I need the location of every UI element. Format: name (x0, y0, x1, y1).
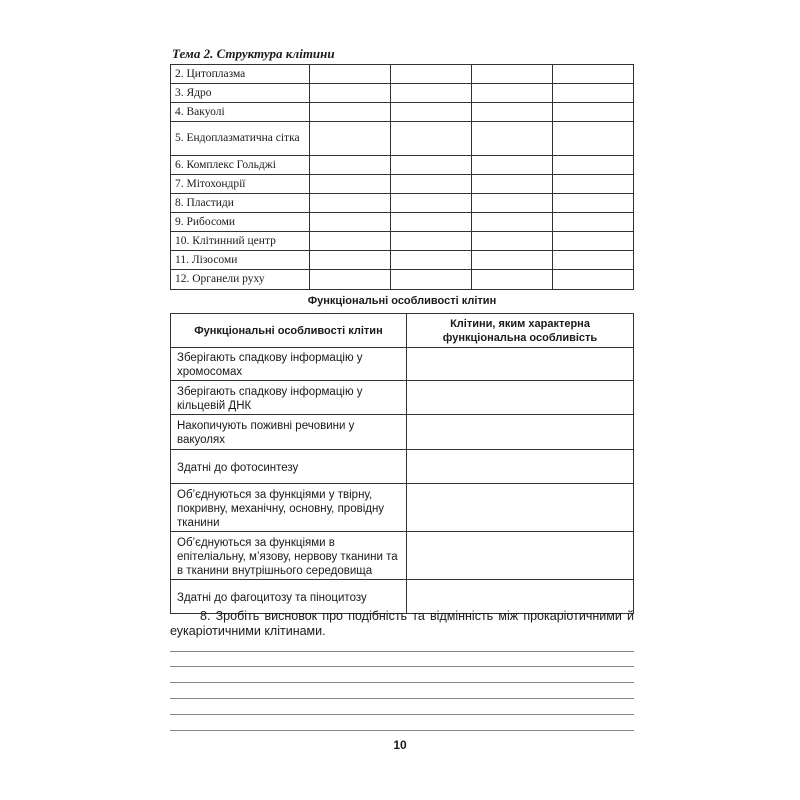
feature-label: Об’єднуються за функціями у твірну, покривну, механічну, основну, провідну тканини (171, 484, 407, 532)
functional-features-table (170, 313, 634, 614)
answer-cell[interactable] (390, 270, 471, 290)
answer-cell[interactable] (471, 156, 552, 175)
answer-cell[interactable] (471, 103, 552, 122)
table-row (171, 84, 634, 103)
answer-cell[interactable] (552, 251, 633, 270)
answer-cell[interactable] (407, 484, 634, 532)
answer-cell[interactable] (552, 232, 633, 251)
answer-line[interactable] (170, 730, 634, 731)
answer-cell[interactable] (471, 65, 552, 84)
table-row (171, 156, 634, 175)
table-row (171, 251, 634, 270)
answer-cell[interactable] (309, 270, 390, 290)
answer-cell[interactable] (309, 213, 390, 232)
answer-cell[interactable] (309, 103, 390, 122)
feature-label: Зберігають спадкову інформацію у кільцевій ДНК (171, 381, 407, 415)
answer-line[interactable] (170, 714, 634, 715)
table-row (171, 381, 634, 415)
page-number: 10 (393, 738, 407, 752)
answer-cell[interactable] (552, 175, 633, 194)
table-row (171, 194, 634, 213)
task-8-text (170, 609, 634, 639)
answer-cell[interactable] (309, 65, 390, 84)
feature-label: Накопичують поживні речовини у вакуолях (171, 415, 407, 450)
answer-cell[interactable] (407, 415, 634, 450)
table-row (171, 348, 634, 381)
answer-cell[interactable] (390, 65, 471, 84)
answer-cell[interactable] (552, 270, 633, 290)
answer-cell[interactable] (309, 194, 390, 213)
organelle-label: 4. Вакуолі (171, 103, 310, 122)
table-row (171, 484, 634, 532)
answer-cell[interactable] (390, 84, 471, 103)
organelle-label: 9. Рибосоми (171, 213, 310, 232)
answer-cell[interactable] (390, 213, 471, 232)
answer-line[interactable] (170, 666, 634, 667)
answer-cell[interactable] (552, 194, 633, 213)
table-row (171, 122, 634, 156)
answer-cell[interactable] (309, 84, 390, 103)
organelle-label: 2. Цитоплазма (171, 65, 310, 84)
answer-cell[interactable] (390, 175, 471, 194)
organelle-label: 7. Мітохондрії (171, 175, 310, 194)
table-row (171, 270, 634, 290)
answer-cell[interactable] (390, 156, 471, 175)
answer-cell[interactable] (309, 175, 390, 194)
table-row (171, 232, 634, 251)
table-row (171, 213, 634, 232)
table-header-row (171, 314, 634, 348)
answer-cell[interactable] (471, 175, 552, 194)
answer-cell[interactable] (552, 122, 633, 156)
page-header-title: Тема 2. Структура клітини (172, 46, 634, 65)
functional-features-title: Функціональні особливості клітин (307, 295, 497, 307)
organelles-table (170, 64, 634, 290)
answer-line[interactable] (170, 682, 634, 683)
table-row (171, 450, 634, 484)
organelle-label: 5. Ендоплазматична сітка (171, 122, 310, 156)
feature-label: Здатні до фотосинтезу (171, 450, 407, 484)
answer-cell[interactable] (471, 84, 552, 103)
feature-label: Зберігають спадкову інформацію у хромосомах (171, 348, 407, 381)
feature-label: Об’єднуються за функціями в епітеліальну, м’язову, нервову тканини та в тканини внутрішнього середовища (171, 532, 407, 580)
answer-cell[interactable] (471, 251, 552, 270)
task-text: 8. Зробіть висновок про подібність та відмінність між прокаріотичними й еукаріотичними клітинами. (170, 609, 634, 638)
organelle-label: 12. Органели руху (171, 270, 310, 290)
feature-label: Здатні до фагоцитозу та піноцитозу (171, 580, 407, 614)
organelle-label: 6. Комплекс Гольджі (171, 156, 310, 175)
answer-cell[interactable] (471, 270, 552, 290)
answer-cell[interactable] (471, 122, 552, 156)
table-row (171, 175, 634, 194)
organelle-label: 10. Клітинний центр (171, 232, 310, 251)
answer-cell[interactable] (407, 381, 634, 415)
answer-cell[interactable] (309, 156, 390, 175)
answer-cell[interactable] (407, 532, 634, 580)
table-row (171, 532, 634, 580)
answer-cell[interactable] (407, 348, 634, 381)
organelle-label: 8. Пластиди (171, 194, 310, 213)
answer-line[interactable] (170, 651, 634, 652)
answer-cell[interactable] (471, 213, 552, 232)
answer-cell[interactable] (552, 103, 633, 122)
answer-cell[interactable] (309, 122, 390, 156)
answer-cell[interactable] (390, 103, 471, 122)
answer-cell[interactable] (471, 194, 552, 213)
column-header-features: Функціональні особливості клітин (171, 314, 407, 348)
table-row (171, 65, 634, 84)
answer-cell[interactable] (552, 65, 633, 84)
answer-cell[interactable] (309, 251, 390, 270)
answer-cell[interactable] (390, 232, 471, 251)
answer-cell[interactable] (552, 84, 633, 103)
answer-cell[interactable] (552, 213, 633, 232)
organelle-label: 3. Ядро (171, 84, 310, 103)
answer-cell[interactable] (471, 232, 552, 251)
answer-cell[interactable] (390, 251, 471, 270)
answer-cell[interactable] (390, 122, 471, 156)
organelle-label: 11. Лізосоми (171, 251, 310, 270)
answer-cell[interactable] (407, 450, 634, 484)
table-row (171, 415, 634, 450)
answer-line[interactable] (170, 698, 634, 699)
answer-cell[interactable] (309, 232, 390, 251)
table-row (171, 103, 634, 122)
column-header-cells: Клітини, яким характерна функціональна особливість (407, 314, 634, 348)
answer-cell[interactable] (390, 194, 471, 213)
answer-cell[interactable] (552, 156, 633, 175)
